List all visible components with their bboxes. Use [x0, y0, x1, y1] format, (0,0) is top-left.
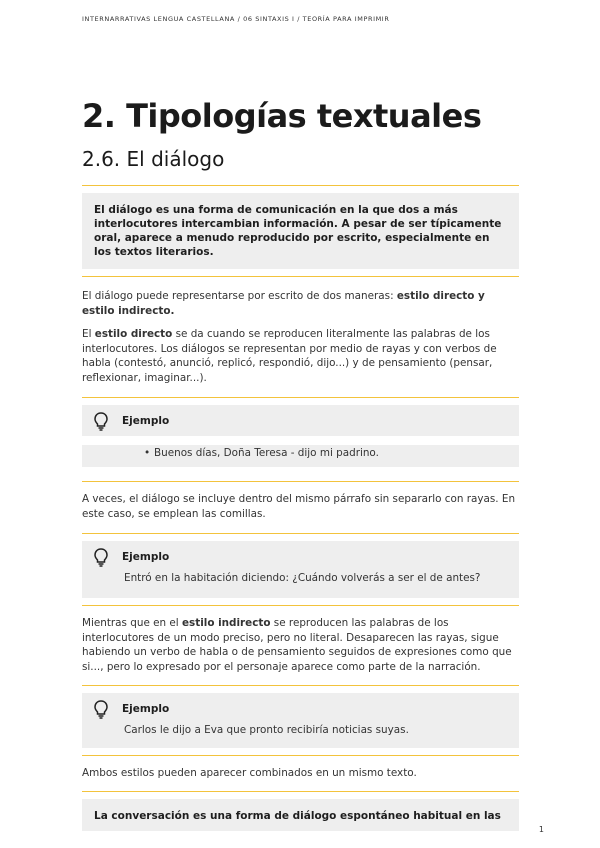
paragraph-quotes: A veces, el diálogo se incluye dentro del mismo párrafo sin separarlo con rayas. En este caso, se emplean las comillas.: [82, 493, 516, 520]
lightbulb-icon: [92, 699, 110, 719]
example-title: Ejemplo: [122, 702, 170, 715]
paragraph-text: se reproducen las palabras de los interlocutores de un modo preciso, pero no literal. Desaparecen las rayas, sigue habiendo un verbo de habla o de pensamiento seguidos de expresiones como que si..., pero lo expresado por el personaje aparece como parte de la narración.: [82, 617, 512, 673]
paragraph-text: El: [82, 328, 95, 340]
paragraph-text: Mientras que en el: [82, 617, 182, 629]
closing-callout-text: La conversación es una forma de diálogo espontáneo habitual en las: [82, 799, 519, 831]
page-number: 1: [538, 825, 544, 834]
intro-callout-text: El diálogo es una forma de comunicación en la que dos a más interlocutores intercambian información. A pesar de ser típicamente oral, aparece a menudo reproducido por escrito, especialmente en los textos literarios.: [82, 193, 519, 269]
example-box-3: [82, 685, 519, 756]
example-list: [144, 447, 519, 459]
paragraph-text: se da cuando se reproducen literalmente las palabras de los interlocutores. Los diálogos se representan por medio de rayas y con verbos de habla (contestó, anunció, replicó, respondió, dijo...) y de pensamiento (pensar, reflexionar, imaginar...).: [82, 328, 497, 384]
paragraph-styles: [82, 289, 519, 318]
example-title: Ejemplo: [122, 550, 170, 563]
example-box-1: [82, 397, 519, 482]
paragraph-indirect-style: [82, 616, 519, 674]
example-header: [82, 541, 519, 572]
running-header: INTERNARRATIVAS LENGUA CASTELLANA / 06 SINTAXIS I / TEORÍA PARA IMPRIMIR: [82, 15, 390, 23]
list-item: • Buenos días, Doña Teresa - dijo mi padrino.: [144, 447, 519, 459]
example-title: Ejemplo: [122, 414, 170, 427]
closing-callout: [82, 791, 519, 831]
section-title: 2. Tipologías textuales: [82, 97, 482, 135]
example-box-2: [82, 533, 519, 606]
example-header: [82, 405, 519, 436]
paragraph-bold: estilo indirecto: [182, 617, 271, 629]
page-content: [82, 96, 519, 831]
example-header: [82, 693, 519, 724]
paragraph-combined: Ambos estilos pueden aparecer combinados en un mismo texto.: [82, 767, 417, 779]
paragraph-direct-style: [82, 327, 519, 385]
example-body: Carlos le dijo a Eva que pronto recibiría noticias suyas.: [82, 724, 519, 748]
intro-callout: [82, 185, 519, 277]
example-body: Entró en la habitación diciendo: ¿Cuándo volverás a ser el de antes?: [82, 572, 519, 598]
paragraph-bold: estilo directo: [94, 328, 173, 340]
lightbulb-icon: [92, 411, 110, 431]
example-body: [82, 445, 519, 467]
subsection-title: 2.6. El diálogo: [82, 147, 225, 171]
paragraph-text: El diálogo puede representarse por escrito de dos maneras:: [82, 290, 397, 302]
paragraph-bold: estilo directo y estilo indirecto.: [82, 290, 485, 317]
lightbulb-icon: [92, 547, 110, 567]
